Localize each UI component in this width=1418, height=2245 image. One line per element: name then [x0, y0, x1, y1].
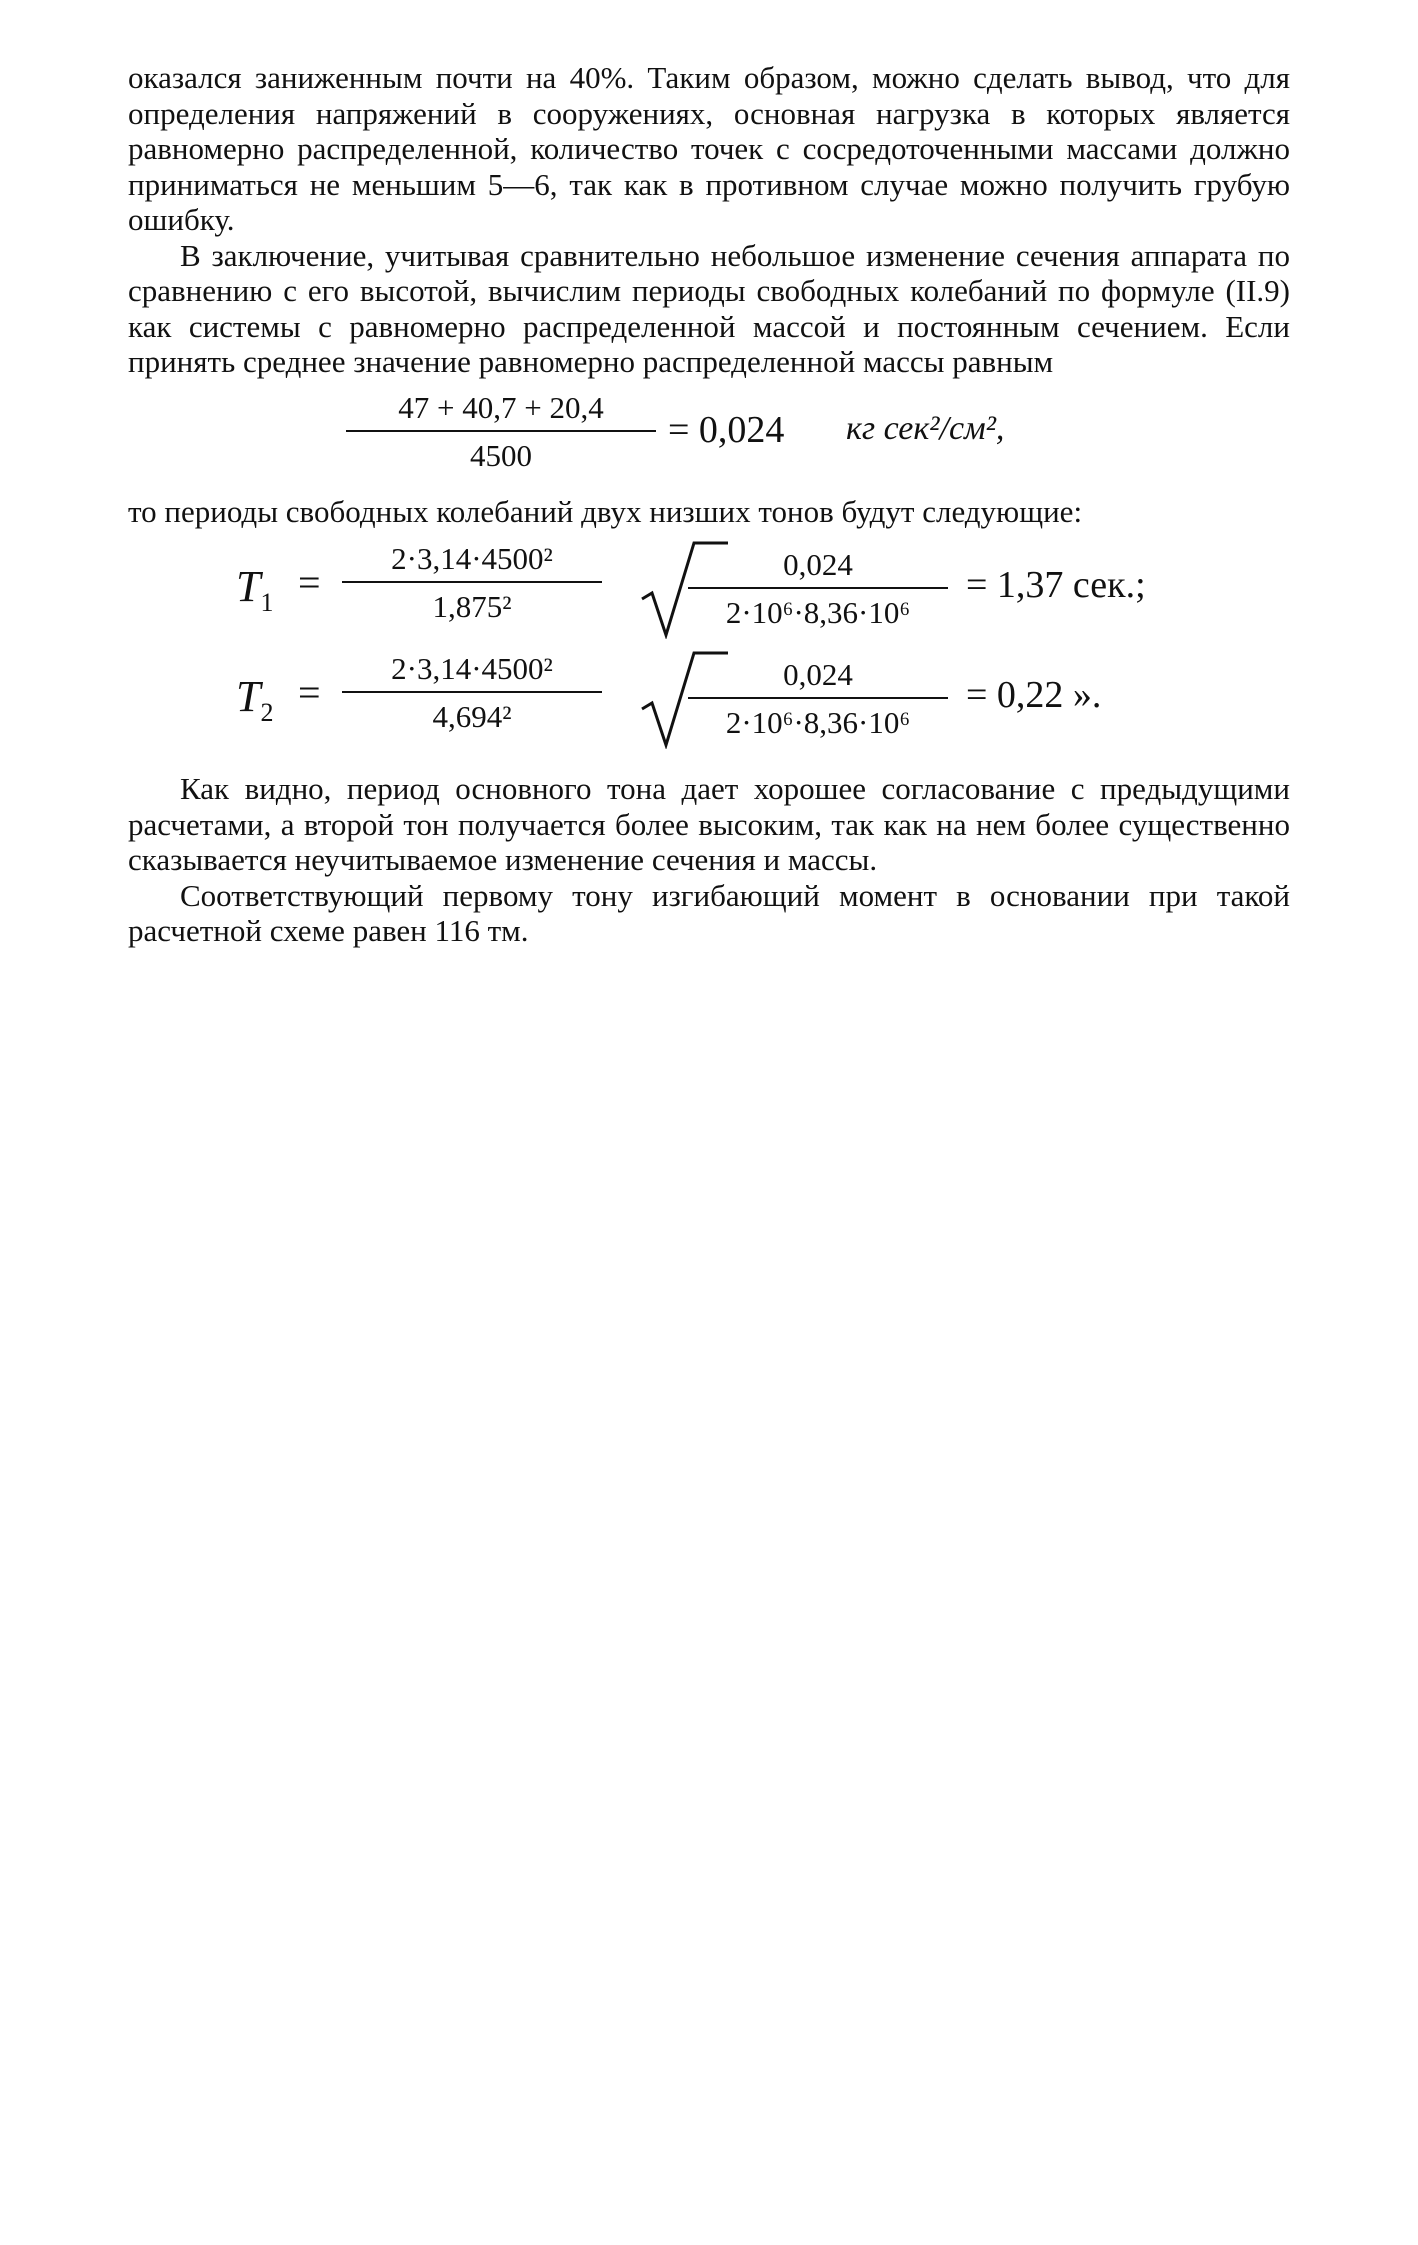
- formula-mass: [128, 380, 1290, 490]
- t2-root-fraction: [688, 657, 948, 741]
- paragraph-1: оказался заниженным почти на 40%. Таким образом, можно сделать вывод, что для определения напряжений в сооружениях, основная нагрузка в которых является равномерно распределенной, количество точек с сосредоточенными массами должно приниматься не меньшим 5—6, так как в противном случае можно получить грубую ошибку.: [128, 60, 1290, 237]
- t1-root-numerator: 0,024: [783, 547, 853, 582]
- t2-result: = 0,22 ».: [966, 674, 1102, 716]
- fraction-bar: [688, 697, 948, 699]
- fraction-bar: [342, 691, 602, 693]
- t2-equals: =: [298, 670, 321, 715]
- t1-fraction: [342, 541, 602, 625]
- fraction-bar: [342, 581, 602, 583]
- paragraph-3: то периоды свободных колебаний двух низших тонов будут следующие:: [128, 493, 1083, 529]
- mass-denominator: 4500: [470, 437, 532, 473]
- mass-result: = 0,024: [668, 408, 785, 451]
- t1-result: = 1,37 сек.;: [966, 564, 1146, 606]
- paragraph-2: В заключение, учитывая сравнительно небольшое изменение сечения аппарата по сравнению с его высотой, вычислим периоды свободных колебаний по формуле (II.9) как системы с равномерно распределенной массой и постоянным сечением. Если принять среднее значение равномерно распределенной массы равным: [128, 237, 1290, 379]
- t1-equals: =: [298, 560, 321, 605]
- mass-fraction: [346, 390, 656, 474]
- t2-symbol: [236, 671, 273, 728]
- t2-fraction: [342, 651, 602, 735]
- t2-denominator: 4,694²: [432, 699, 512, 734]
- mass-numerator: 47 + 40,7 + 20,4: [398, 389, 604, 425]
- fraction-bar: [346, 430, 656, 432]
- t1-numerator: 2·3,14·4500²: [391, 541, 553, 576]
- t1-index: 1: [260, 587, 274, 617]
- mass-units: кг сек²/см²,: [846, 409, 1005, 447]
- document-page: [128, 60, 1290, 949]
- t1-letter: T: [236, 562, 261, 611]
- t2-index: 2: [260, 697, 274, 727]
- t1-symbol: [236, 561, 273, 618]
- t1-root-denominator: 2·10⁶·8,36·10⁶: [725, 595, 911, 630]
- t2-root-denominator: 2·10⁶·8,36·10⁶: [725, 705, 911, 740]
- t1-denominator: 1,875²: [432, 589, 512, 624]
- formula-t2: [128, 647, 1290, 759]
- paragraph-4: Как видно, период основного тона дает хорошее согласование с предыдущими расчетами, а второй тон получается более высоким, так как на нем более существенно сказывается неучитываемое изменение сечения и массы.: [128, 771, 1290, 877]
- paragraph-5: Соответствующий первому тону изгибающий момент в основании при такой расчетной схеме равен 116 тм.: [128, 877, 1290, 948]
- t2-root-numerator: 0,024: [783, 657, 853, 692]
- formula-t1: [128, 535, 1290, 647]
- fraction-bar: [688, 587, 948, 589]
- t1-root-fraction: [688, 547, 948, 631]
- t2-numerator: 2·3,14·4500²: [391, 651, 553, 686]
- t2-letter: T: [236, 672, 261, 721]
